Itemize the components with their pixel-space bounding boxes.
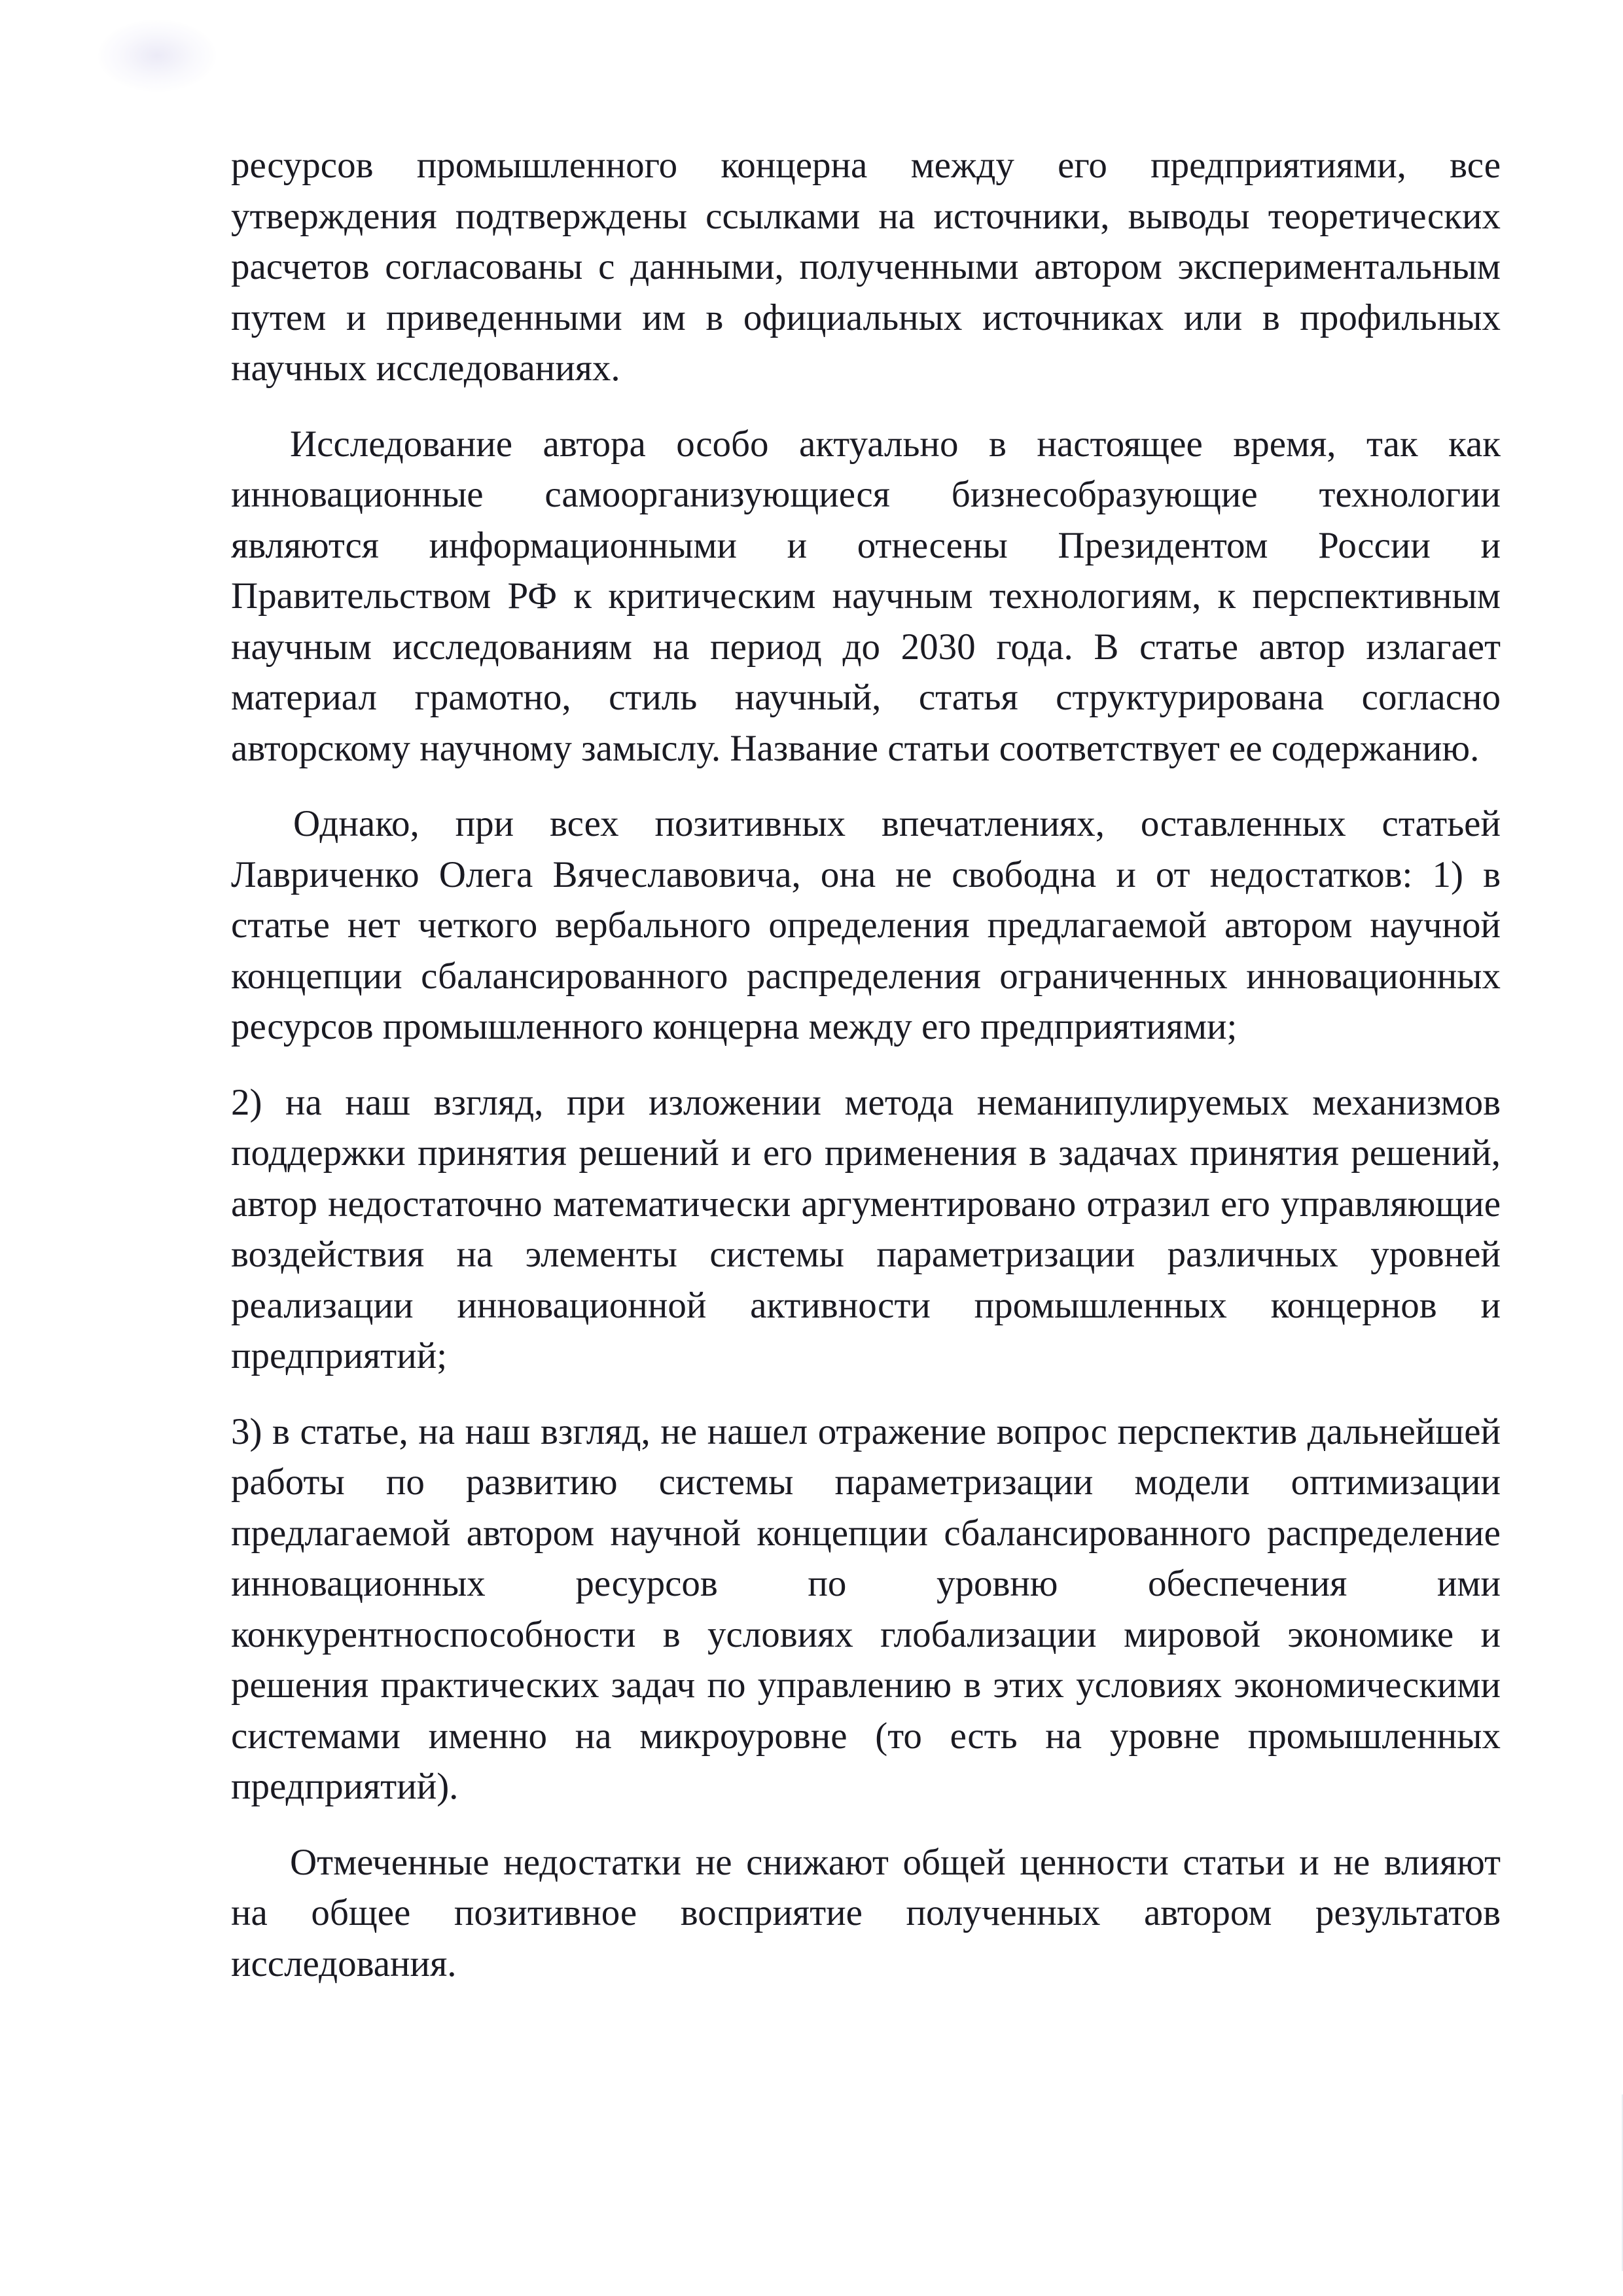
paragraph-relevance: Исследование автора особо актуально в настоящее время, так как инновационные самоорганизующиеся бизнесобразующие технологии являются информационными и отнесены Президентом России и Правительством РФ к критическим научным технологиям, к перспективным научным исследованиям на период до 2030 года. В статье автор излагает материал грамотно, стиль научный, статья структурирована согласно авторскому научному замыслу. Название статьи соответствует ее содержанию. <box>231 423 1501 769</box>
paragraph-continuation: ресурсов промышленного концерна между его предприятиями, все утверждения подтверждены ссылками на источники, выводы теоретических расчетов согласованы с данными, полученными автором экспериментальным путем и приведенными им в официальных источниках или в профильных научных исследованиях. <box>231 145 1501 389</box>
paragraph-shortcomings-intro: Однако, при всех позитивных впечатлениях, оставленных статьей Лавриченко Олега Вячеславовича, она не свободна и от недостатков: 1) в статье нет четкого вербального определения предлагаемой автором научной концепции сбалансированного распределения ограниченных инновационных ресурсов промышленного концерна между его предприятиями; <box>231 803 1501 1047</box>
scan-smudge <box>98 20 216 92</box>
paragraph-shortcoming-2: 2) на наш взгляд, при изложении метода неманипулируемых механизмов поддержки принятия решений и его применения в задачах принятия решений, автор недостаточно математически аргументировано отразил его управляющие воздействия на элементы системы параметризации различных уровней реализации инновационной активности промышленных концернов и предприятий; <box>231 1081 1501 1376</box>
paragraph-conclusion: Отмеченные недостатки не снижают общей ценности статьи и не влияют на общее позитивное восприятие полученных автором результатов исследования. <box>231 1841 1501 1984</box>
document-body <box>231 140 1501 1989</box>
paragraph-shortcoming-3: 3) в статье, на наш взгляд, не нашел отражение вопрос перспектив дальнейшей работы по развитию системы параметризации модели оптимизации предлагаемой автором научной концепции сбалансированного распределение инновационных ресурсов по уровню обеспечения ими конкурентноспособности в условиях глобализации мировой экономике и решения практических задач по управлению в этих условиях экономическими системами именно на микроуровне (то есть на уровне промышленных предприятий). <box>231 1410 1501 1807</box>
